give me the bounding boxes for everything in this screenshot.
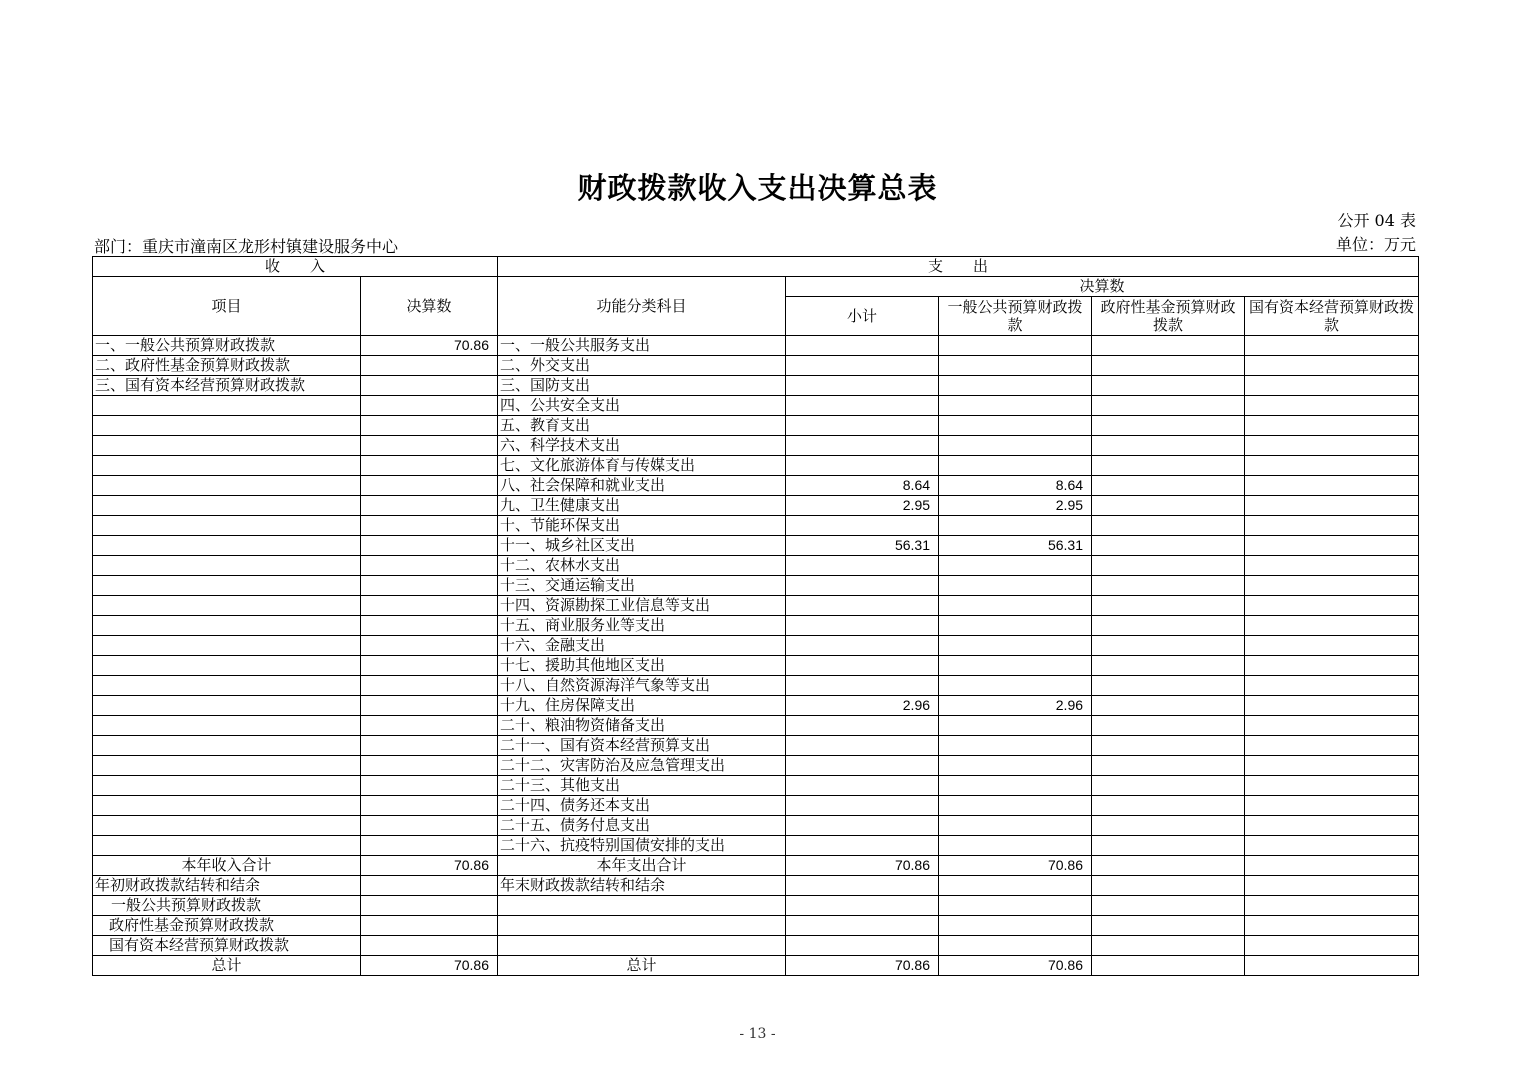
income-amount [361, 736, 498, 756]
grand-income-total-label: 总计 [93, 956, 361, 976]
carryover-blank-cell [498, 936, 786, 956]
income-amount [361, 836, 498, 856]
expense-state-capital [1245, 716, 1419, 736]
income-item [93, 416, 361, 436]
carryover-blank-cell [1245, 916, 1419, 936]
expense-gov-fund [1092, 656, 1245, 676]
begin-carryover-amount [361, 876, 498, 896]
expense-item: 十一、城乡社区支出 [498, 536, 786, 556]
table-row [93, 416, 1419, 436]
item-header: 项目 [93, 277, 361, 336]
end-carryover-state-capital [1245, 876, 1419, 896]
table-row [93, 616, 1419, 636]
expense-item: 十七、援助其他地区支出 [498, 656, 786, 676]
expense-general [939, 336, 1092, 356]
budget-table [92, 256, 1419, 976]
expense-state-capital [1245, 656, 1419, 676]
expense-general [939, 836, 1092, 856]
income-amount [361, 756, 498, 776]
table-row [93, 596, 1419, 616]
table-row [93, 376, 1419, 396]
table-row [93, 476, 1419, 496]
expense-item: 十五、商业服务业等支出 [498, 616, 786, 636]
expense-gov-fund [1092, 356, 1245, 376]
expense-subtotal [786, 676, 939, 696]
expense-state-capital [1245, 816, 1419, 836]
expense-item: 五、教育支出 [498, 416, 786, 436]
expense-gov-fund [1092, 556, 1245, 576]
income-amount [361, 376, 498, 396]
expense-general [939, 456, 1092, 476]
table-row [93, 556, 1419, 576]
income-amount [361, 356, 498, 376]
expense-item: 二十三、其他支出 [498, 776, 786, 796]
unit-label: 单位：万元 [1335, 235, 1416, 254]
table-row [93, 576, 1419, 596]
income-item [93, 496, 361, 516]
carryover-blank-cell [1092, 936, 1245, 956]
expense-gov-fund [1092, 516, 1245, 536]
amount-header: 决算数 [361, 277, 498, 336]
carryover-blank-cell [786, 896, 939, 916]
income-amount [361, 516, 498, 536]
expense-general [939, 556, 1092, 576]
expense-item: 六、科学技术支出 [498, 436, 786, 456]
expense-state-capital [1245, 756, 1419, 776]
grand-expense-general: 70.86 [939, 956, 1092, 976]
income-item [93, 576, 361, 596]
expense-state-capital [1245, 416, 1419, 436]
expense-gov-fund [1092, 796, 1245, 816]
income-amount [361, 396, 498, 416]
func-category-header: 功能分类科目 [498, 277, 786, 336]
expense-subtotal [786, 736, 939, 756]
income-item [93, 556, 361, 576]
expense-subtotal [786, 656, 939, 676]
grand-expense-gov-fund [1092, 956, 1245, 976]
expense-general [939, 776, 1092, 796]
expense-item: 二十二、灾害防治及应急管理支出 [498, 756, 786, 776]
expense-subtotal: 56.31 [786, 536, 939, 556]
expense-item: 二十五、债务付息支出 [498, 816, 786, 836]
year-total-row [93, 856, 1419, 876]
expense-general [939, 596, 1092, 616]
expense-subtotal [786, 336, 939, 356]
expense-general: 2.96 [939, 696, 1092, 716]
expense-subtotal: 2.96 [786, 696, 939, 716]
table-row [93, 656, 1419, 676]
income-amount [361, 796, 498, 816]
expense-state-capital [1245, 676, 1419, 696]
expense-state-capital [1245, 476, 1419, 496]
expense-item: 一、一般公共服务支出 [498, 336, 786, 356]
expense-item: 十六、金融支出 [498, 636, 786, 656]
income-amount [361, 716, 498, 736]
expense-general [939, 816, 1092, 836]
year-expense-total-label: 本年支出合计 [498, 856, 786, 876]
page-title: 财政拨款收入支出决算总表 [577, 171, 938, 205]
end-carryover-gov-fund [1092, 876, 1245, 896]
expense-subtotal [786, 456, 939, 476]
expense-item: 二十六、抗疫特别国债安排的支出 [498, 836, 786, 856]
expense-subtotal [786, 516, 939, 536]
income-amount [361, 416, 498, 436]
year-income-total-label: 本年收入合计 [93, 856, 361, 876]
table-row [93, 816, 1419, 836]
income-amount [361, 476, 498, 496]
expense-item: 十四、资源勘探工业信息等支出 [498, 596, 786, 616]
carryover-item: 一般公共预算财政拨款 [93, 896, 361, 916]
carryover-item: 政府性基金预算财政拨款 [93, 916, 361, 936]
expense-state-capital [1245, 736, 1419, 756]
income-item [93, 636, 361, 656]
income-item: 二、政府性基金预算财政拨款 [93, 356, 361, 376]
expense-gov-fund [1092, 736, 1245, 756]
expense-subtotal [786, 596, 939, 616]
end-carryover-general [939, 876, 1092, 896]
income-amount [361, 776, 498, 796]
income-amount [361, 456, 498, 476]
grand-expense-subtotal: 70.86 [786, 956, 939, 976]
table-row [93, 536, 1419, 556]
income-item [93, 396, 361, 416]
carryover-blank-cell [1092, 896, 1245, 916]
table-row [93, 716, 1419, 736]
expense-state-capital [1245, 336, 1419, 356]
year-expense-subtotal: 70.86 [786, 856, 939, 876]
state-capital-header: 国有资本经营预算财政拨款 [1245, 297, 1419, 336]
expense-item: 八、社会保障和就业支出 [498, 476, 786, 496]
income-item: 三、国有资本经营预算财政拨款 [93, 376, 361, 396]
expense-gov-fund [1092, 596, 1245, 616]
expense-subtotal [786, 816, 939, 836]
carryover-item-row [93, 936, 1419, 956]
expense-subtotal [786, 576, 939, 596]
expense-state-capital [1245, 696, 1419, 716]
table-row [93, 676, 1419, 696]
income-item [93, 596, 361, 616]
expense-general [939, 396, 1092, 416]
begin-carryover-label: 年初财政拨款结转和结余 [93, 876, 361, 896]
table-row [93, 696, 1419, 716]
table-row [93, 516, 1419, 536]
income-amount [361, 596, 498, 616]
income-item [93, 436, 361, 456]
income-item [93, 476, 361, 496]
final-amount-header: 决算数 [786, 277, 1419, 297]
expense-gov-fund [1092, 476, 1245, 496]
table-row [93, 356, 1419, 376]
expense-gov-fund [1092, 636, 1245, 656]
expense-item: 二、外交支出 [498, 356, 786, 376]
income-item [93, 836, 361, 856]
income-item [93, 696, 361, 716]
expense-gov-fund [1092, 396, 1245, 416]
carryover-item-amount [361, 916, 498, 936]
expense-gov-fund [1092, 576, 1245, 596]
expense-item: 十二、农林水支出 [498, 556, 786, 576]
income-item [93, 796, 361, 816]
form-number: 公开 04 表 [1337, 211, 1416, 230]
expense-state-capital [1245, 556, 1419, 576]
expense-state-capital [1245, 576, 1419, 596]
expense-state-capital [1245, 436, 1419, 456]
expense-general [939, 576, 1092, 596]
carryover-item-amount [361, 936, 498, 956]
expense-subtotal [786, 756, 939, 776]
expense-general: 56.31 [939, 536, 1092, 556]
expense-state-capital [1245, 396, 1419, 416]
expense-state-capital [1245, 616, 1419, 636]
expense-item: 三、国防支出 [498, 376, 786, 396]
carryover-blank-cell [786, 916, 939, 936]
expense-item: 七、文化旅游体育与传媒支出 [498, 456, 786, 476]
expense-general [939, 656, 1092, 676]
table-row [93, 636, 1419, 656]
income-item [93, 676, 361, 696]
expense-general: 2.95 [939, 496, 1092, 516]
income-item [93, 616, 361, 636]
expense-state-capital [1245, 536, 1419, 556]
expense-subtotal [786, 376, 939, 396]
expense-subtotal [786, 556, 939, 576]
grand-income-total: 70.86 [361, 956, 498, 976]
expense-item: 十八、自然资源海洋气象等支出 [498, 676, 786, 696]
expense-subtotal [786, 776, 939, 796]
expense-gov-fund [1092, 696, 1245, 716]
expense-general [939, 436, 1092, 456]
table-row [93, 836, 1419, 856]
income-item [93, 756, 361, 776]
income-header: 收 入 [93, 257, 498, 277]
carryover-item: 国有资本经营预算财政拨款 [93, 936, 361, 956]
expense-subtotal [786, 396, 939, 416]
expense-state-capital [1245, 636, 1419, 656]
expense-gov-fund [1092, 836, 1245, 856]
income-item [93, 516, 361, 536]
grand-expense-state-capital [1245, 956, 1419, 976]
income-item [93, 716, 361, 736]
expense-item: 二十四、债务还本支出 [498, 796, 786, 816]
income-amount [361, 696, 498, 716]
carryover-row [93, 876, 1419, 896]
carryover-blank-cell [498, 916, 786, 936]
expense-state-capital [1245, 356, 1419, 376]
end-carryover-subtotal [786, 876, 939, 896]
end-carryover-label: 年末财政拨款结转和结余 [498, 876, 786, 896]
expense-gov-fund [1092, 816, 1245, 836]
page-number: - 13 - [739, 1026, 776, 1042]
year-income-total: 70.86 [361, 856, 498, 876]
table-row [93, 456, 1419, 476]
expense-item: 二十、粮油物资储备支出 [498, 716, 786, 736]
expense-general [939, 736, 1092, 756]
expense-subtotal [786, 716, 939, 736]
grand-expense-total-label: 总计 [498, 956, 786, 976]
expense-general [939, 676, 1092, 696]
department-label: 部门：重庆市潼南区龙形村镇建设服务中心 [94, 237, 399, 256]
income-amount [361, 496, 498, 516]
expense-gov-fund [1092, 436, 1245, 456]
expense-state-capital [1245, 776, 1419, 796]
expense-general [939, 376, 1092, 396]
income-amount [361, 556, 498, 576]
expense-subtotal: 2.95 [786, 496, 939, 516]
expense-header: 支 出 [498, 257, 1419, 277]
expense-state-capital [1245, 796, 1419, 816]
carryover-blank-cell [786, 936, 939, 956]
carryover-item-row [93, 916, 1419, 936]
table-row [93, 436, 1419, 456]
expense-gov-fund [1092, 336, 1245, 356]
income-amount [361, 616, 498, 636]
expense-state-capital [1245, 376, 1419, 396]
income-amount [361, 816, 498, 836]
year-expense-state-capital [1245, 856, 1419, 876]
table-row [93, 496, 1419, 516]
carryover-item-amount [361, 896, 498, 916]
expense-gov-fund [1092, 756, 1245, 776]
general-budget-header: 一般公共预算财政拨款 [939, 297, 1092, 336]
income-amount [361, 636, 498, 656]
grand-total-row [93, 956, 1419, 976]
expense-general [939, 636, 1092, 656]
income-item [93, 536, 361, 556]
expense-item: 十九、住房保障支出 [498, 696, 786, 716]
table-row [93, 756, 1419, 776]
carryover-blank-cell [939, 896, 1092, 916]
expense-gov-fund [1092, 496, 1245, 516]
expense-item: 十三、交通运输支出 [498, 576, 786, 596]
expense-subtotal [786, 436, 939, 456]
carryover-item-row [93, 896, 1419, 916]
expense-gov-fund [1092, 456, 1245, 476]
carryover-blank-cell [498, 896, 786, 916]
gov-fund-header: 政府性基金预算财政拨款 [1092, 297, 1245, 336]
table-row [93, 776, 1419, 796]
table-row [93, 396, 1419, 416]
carryover-blank-cell [1245, 896, 1419, 916]
income-amount: 70.86 [361, 336, 498, 356]
expense-gov-fund [1092, 676, 1245, 696]
income-item [93, 816, 361, 836]
expense-item: 九、卫生健康支出 [498, 496, 786, 516]
expense-general [939, 756, 1092, 776]
expense-general [939, 416, 1092, 436]
carryover-blank-cell [939, 936, 1092, 956]
expense-general [939, 356, 1092, 376]
expense-state-capital [1245, 836, 1419, 856]
year-expense-gov-fund [1092, 856, 1245, 876]
carryover-blank-cell [1092, 916, 1245, 936]
income-item [93, 736, 361, 756]
expense-gov-fund [1092, 536, 1245, 556]
expense-general [939, 516, 1092, 536]
subtotal-header: 小计 [786, 297, 939, 336]
expense-item: 十、节能环保支出 [498, 516, 786, 536]
expense-subtotal [786, 796, 939, 816]
expense-gov-fund [1092, 416, 1245, 436]
income-amount [361, 656, 498, 676]
expense-item: 二十一、国有资本经营预算支出 [498, 736, 786, 756]
table-row [93, 796, 1419, 816]
expense-subtotal [786, 836, 939, 856]
income-amount [361, 436, 498, 456]
expense-general [939, 616, 1092, 636]
expense-general [939, 716, 1092, 736]
expense-gov-fund [1092, 616, 1245, 636]
income-amount [361, 536, 498, 556]
expense-state-capital [1245, 496, 1419, 516]
carryover-blank-cell [1245, 936, 1419, 956]
income-item [93, 656, 361, 676]
income-amount [361, 576, 498, 596]
expense-subtotal [786, 356, 939, 376]
expense-state-capital [1245, 516, 1419, 536]
income-item: 一、一般公共预算财政拨款 [93, 336, 361, 356]
expense-general [939, 796, 1092, 816]
expense-subtotal [786, 636, 939, 656]
table-row [93, 336, 1419, 356]
income-item [93, 456, 361, 476]
expense-gov-fund [1092, 776, 1245, 796]
income-amount [361, 676, 498, 696]
table-row [93, 736, 1419, 756]
carryover-blank-cell [939, 916, 1092, 936]
expense-general: 8.64 [939, 476, 1092, 496]
expense-gov-fund [1092, 376, 1245, 396]
expense-subtotal: 8.64 [786, 476, 939, 496]
expense-subtotal [786, 416, 939, 436]
expense-item: 四、公共安全支出 [498, 396, 786, 416]
year-expense-general: 70.86 [939, 856, 1092, 876]
income-item [93, 776, 361, 796]
header-row-2 [93, 277, 1419, 297]
expense-state-capital [1245, 456, 1419, 476]
header-row-1 [93, 257, 1419, 277]
expense-state-capital [1245, 596, 1419, 616]
expense-gov-fund [1092, 716, 1245, 736]
expense-subtotal [786, 616, 939, 636]
